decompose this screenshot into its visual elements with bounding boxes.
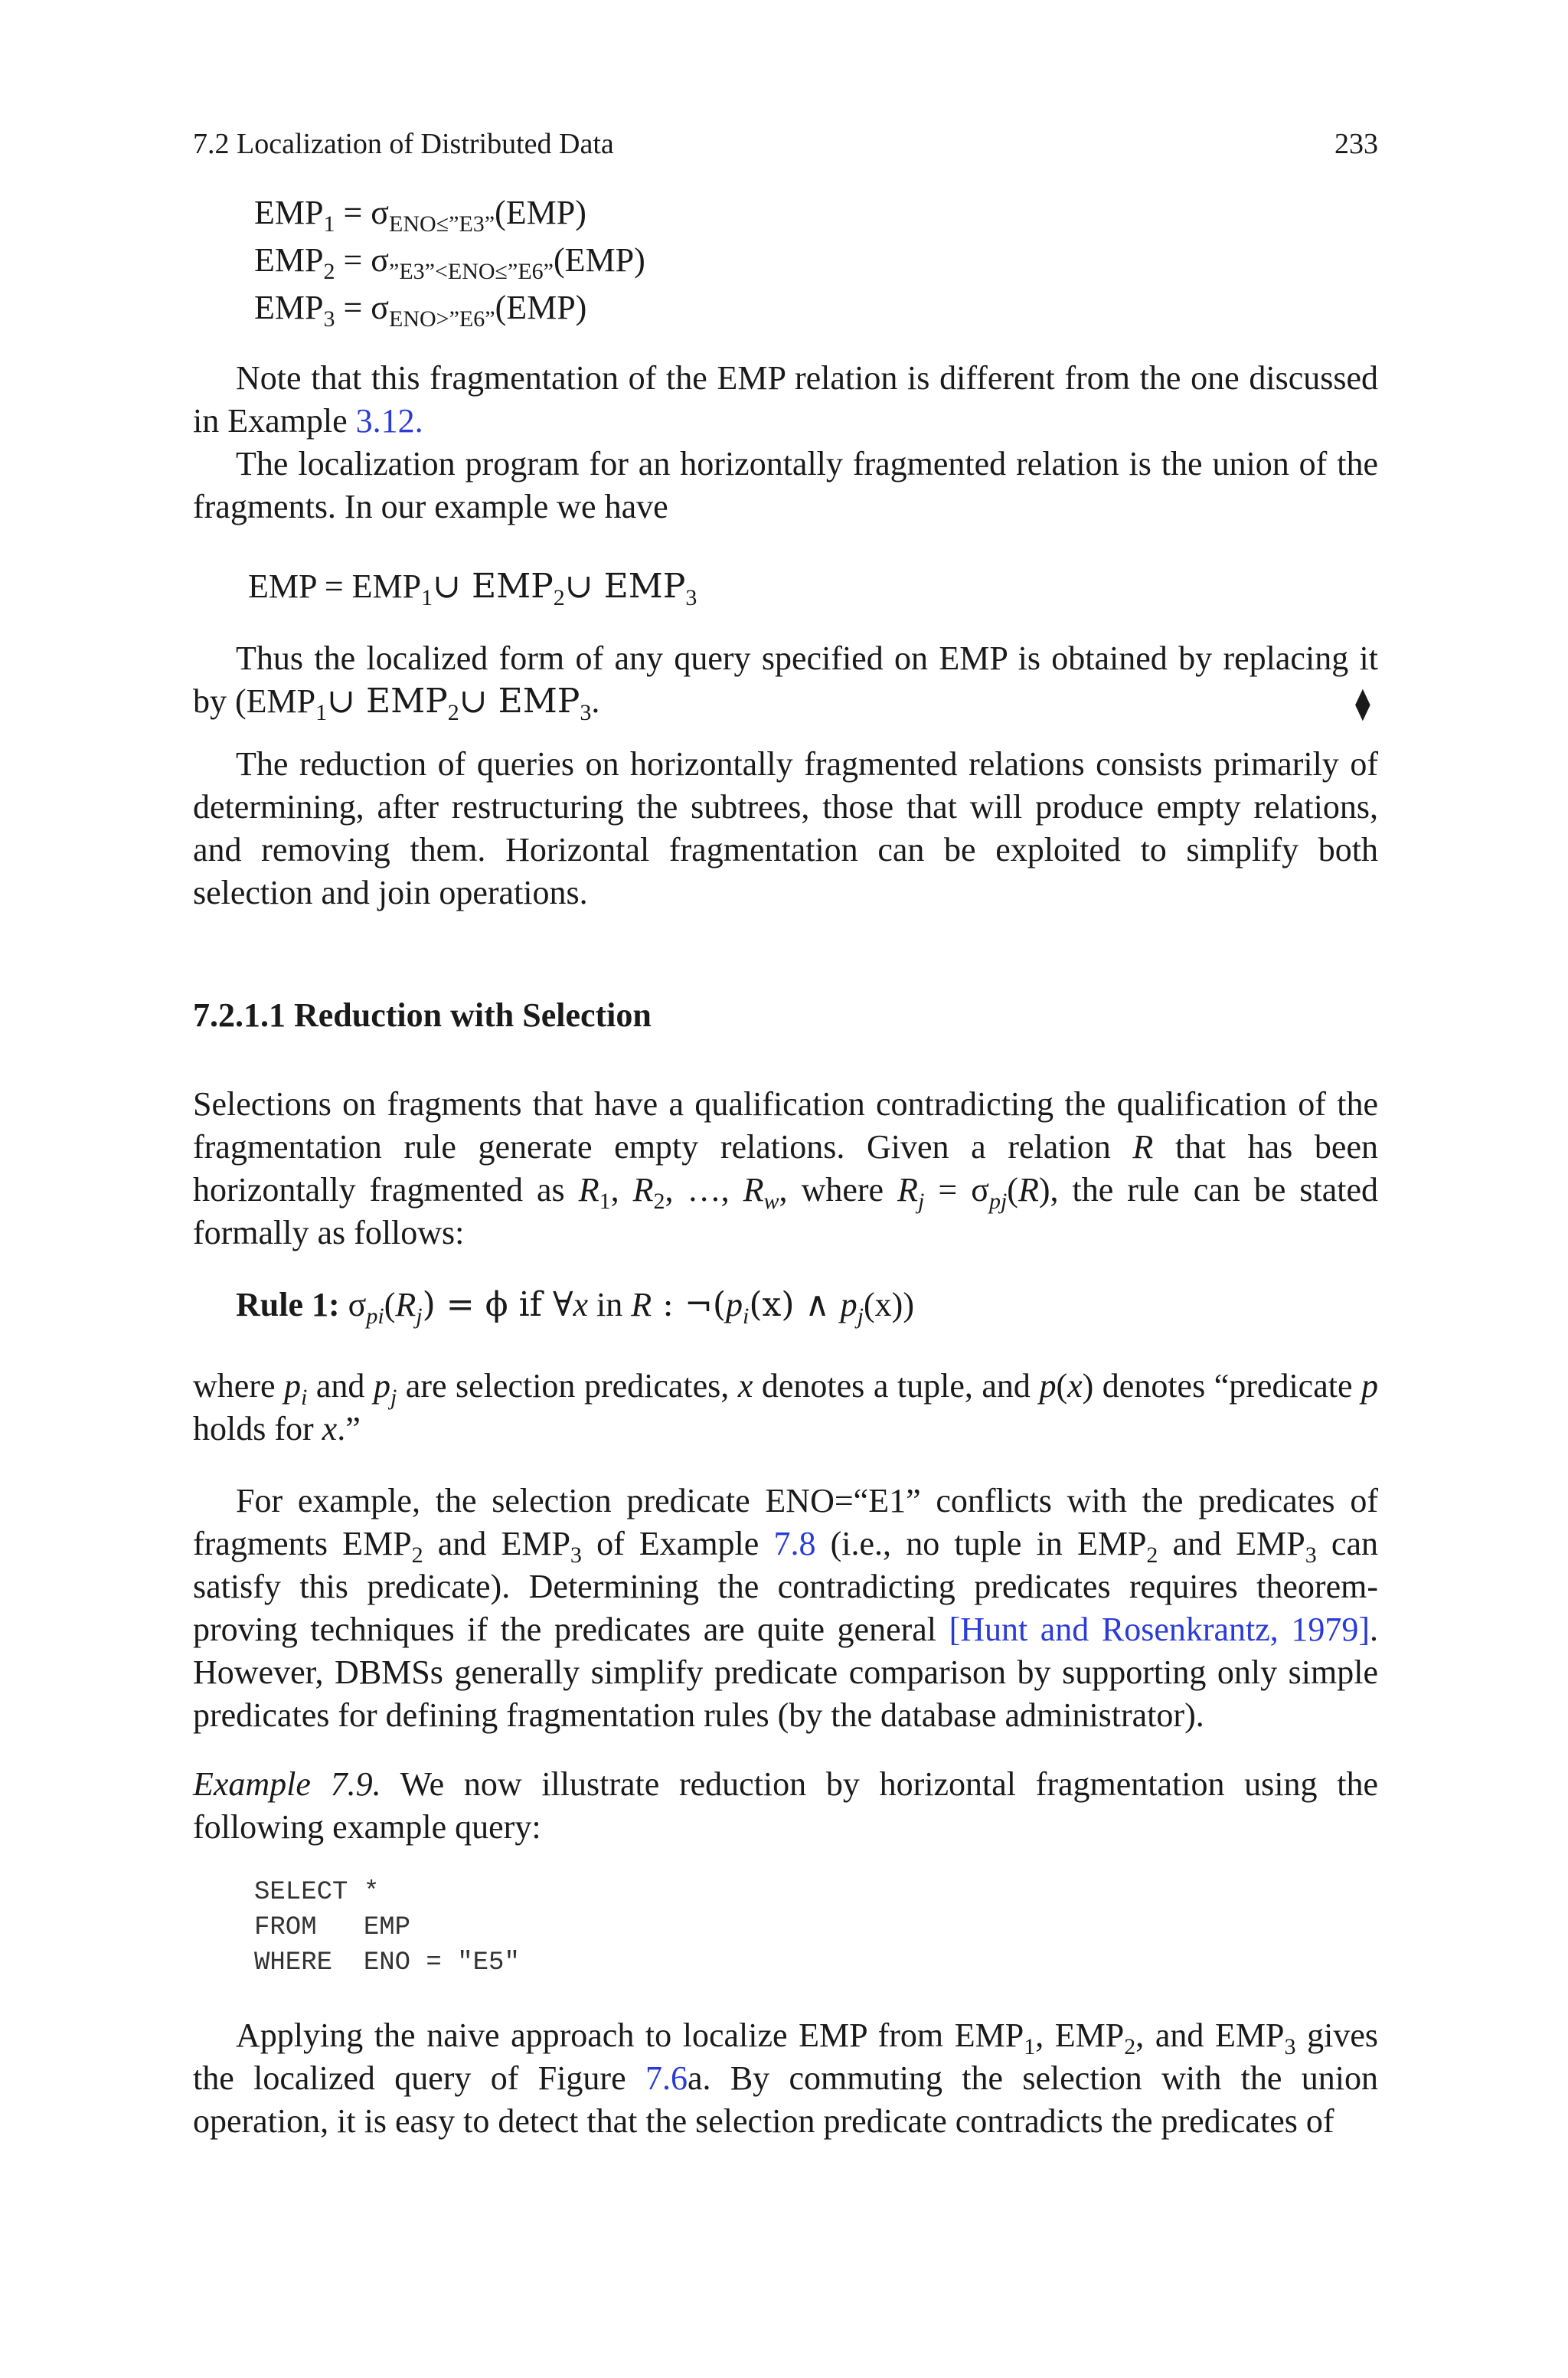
link-figure-7-6[interactable]: 7.6 <box>645 2059 688 2097</box>
paragraph-note: Note that this fragmentation of the EMP relation is different from the one discussed in Example 3.12. <box>193 359 1378 440</box>
page-number: 233 <box>1334 128 1378 160</box>
paragraph-localized-form: Thus the localized form of any query specified on EMP is obtained by replacing it by ($EMP_1\cup$ $EMP_2\cup$ $EMP_3$. <box>193 639 1378 725</box>
union-equation: EMP = $EMP_1\cup$ $EMP_2\cup$ $EMP_3$ <box>248 567 697 610</box>
section-heading: 7.2.1.1 Reduction with Selection <box>193 996 652 1034</box>
paragraph-example-7-9: Example 7.9. We now illustrate reduction by horizontal fragmentation using the following example query: <box>193 1765 1378 1846</box>
section-title: 7.2 Localization of Distributed Data <box>193 128 614 160</box>
paragraph-for-example: For example, the selection predicate ENO=“E1” conflicts with the predicates of fragments $EMP_2$ and $EMP_3$ of Example 7.8 (i.e., no tuple in $EMP_2$ and $EMP_3$ can satisfy this predicate). Determining the contradicting predicates requires theorem-proving techniques if the predicates are quite general [Hunt and Rosenkrantz, 1979]. However, DBMSs generally simplify predicate comparison by supporting only simple predicates for defining fragmentation rules (by the database administrator). <box>193 1482 1378 1734</box>
fragment-definition-3: $EMP_3 = \sigma_{ENO>”E6”}(EMP)$ <box>254 289 587 332</box>
running-header <box>193 123 1378 165</box>
end-of-example-mark: ⧫ <box>1355 686 1370 721</box>
rule-1: Rule 1: $\sigma_{pi}(R_j) = \phi$ if ∀x in R : $\neg(p_i(x)$ ∧ $p_j(x)$) <box>236 1285 914 1329</box>
paragraph-applying-naive: Applying the naive approach to localize EMP from $EMP_1$, $EMP_2$, and $EMP_3$ gives the localized query of Figure 7.6a. By commuting the selection with the union operation, it is easy to detect that the selection predicate contradicts the predicates of <box>193 2017 1378 2140</box>
paragraph-localization-program: The localization program for an horizontally fragmented relation is the union of the fragments. In our example we have <box>193 445 1378 525</box>
fragment-definition-1: $EMP_1 = \sigma_{ENO\le”E3”}(EMP)$ <box>254 194 586 237</box>
fragment-definition-2: $EMP_2 = \sigma_{”E3”<ENO\le”E6”}(EMP)$ <box>254 241 645 284</box>
sql-query-code: SELECT * FROM EMP WHERE ENO = "E5" <box>254 1878 520 1977</box>
paragraph-reduction: The reduction of queries on horizontally fragmented relations consists primarily of determining, after restructuring the subtrees, those that will produce empty relations, and removing them. Horizontal fragmentation can be exploited to simplify both selection and join operations. <box>193 745 1378 911</box>
link-example-7-8[interactable]: 7.8 <box>773 1525 816 1562</box>
paragraph-selections: Selections on fragments that have a qualification contradicting the qualification of the fragmentation rule generate empty relations. Given a relation R that has been horizontally fragmented as $R_1$, $R_2$, …, $R_w$, where $R_j = \sigma_{pj}(R)$, the rule can be stated formally as follows: <box>193 1085 1379 1251</box>
paragraph-where: where $p_i$ and $p_j$ are selection predicates, x denotes a tuple, and p(x) denotes “predicate p holds for x.” <box>193 1367 1379 1447</box>
link-hunt-rosenkrantz-1979[interactable]: [Hunt and Rosenkrantz, 1979] <box>949 1611 1370 1648</box>
link-example-3-12[interactable]: 3.12. <box>355 402 423 440</box>
